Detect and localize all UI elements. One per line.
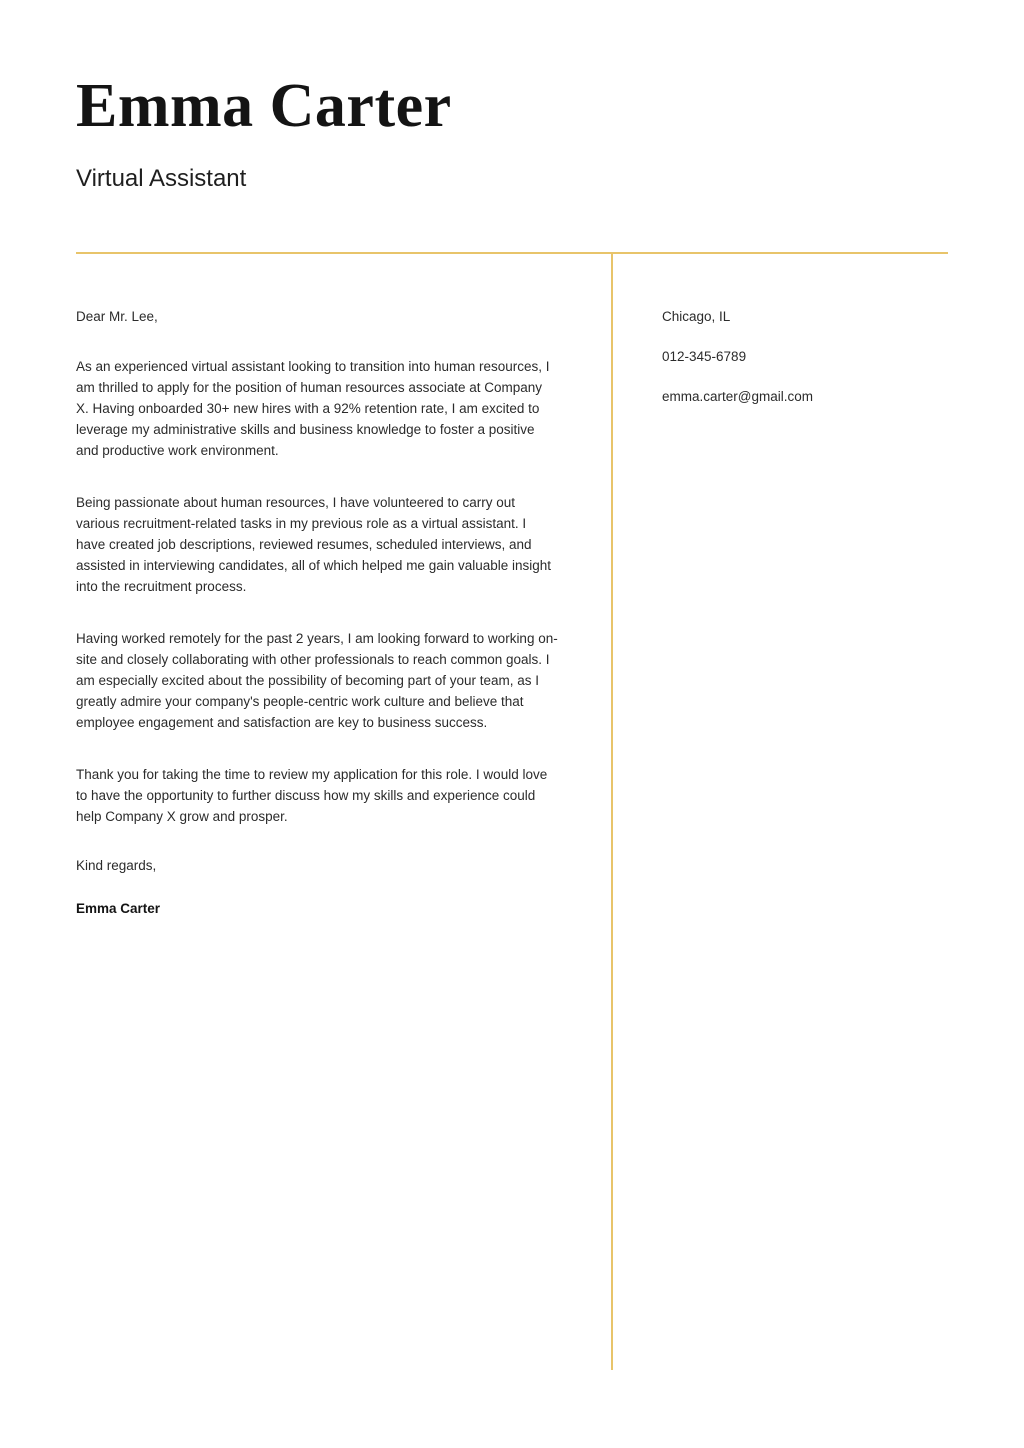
contact-column	[662, 306, 952, 407]
vertical-divider	[611, 252, 613, 1370]
horizontal-divider	[76, 252, 948, 254]
contact-email[interactable]: emma.carter@gmail.com	[662, 389, 813, 404]
letter-paragraph: Having worked remotely for the past 2 years, I am looking forward to working on-site and closely collaborating with other professionals to reach common goals. I am especially excited about the possibility of becoming part of your team, as I greatly admire your company's people-centric work culture and believe that employee engagement and satisfaction are key to business success.	[76, 631, 558, 730]
letter-paragraph: Being passionate about human resources, I have volunteered to carry out various recruitment-related tasks in my previous role as a virtual assistant. I have created job descriptions, reviewed resumes, scheduled interviews, and assisted in interviewing candidates, all of which helped me gain valuable insight into the recruitment process.	[76, 495, 552, 594]
candidate-name: Emma Carter	[76, 72, 452, 140]
letter-paragraph: As an experienced virtual assistant looking to transition into human resources, I am thrilled to apply for the position of human resources associate at Company X. Having onboarded 30+ new hires with a 92% retention rate, I am excited to leverage my administrative skills and business knowledge to foster a positive and productive work environment.	[76, 359, 550, 458]
sign-off: Kind regards,	[76, 858, 157, 873]
contact-location: Chicago, IL	[662, 309, 731, 324]
letter-header	[76, 74, 956, 194]
salutation: Dear Mr. Lee,	[76, 309, 158, 324]
candidate-job-title: Virtual Assistant	[76, 165, 247, 193]
contact-phone[interactable]: 012-345-6789	[662, 349, 747, 364]
letter-paragraph: Thank you for taking the time to review my application for this role. I would love to have the opportunity to further discuss how my skills and experience could help Company X grow and prosper.	[76, 767, 548, 824]
letter-body-column	[76, 306, 558, 919]
signature-name: Emma Carter	[76, 901, 161, 916]
